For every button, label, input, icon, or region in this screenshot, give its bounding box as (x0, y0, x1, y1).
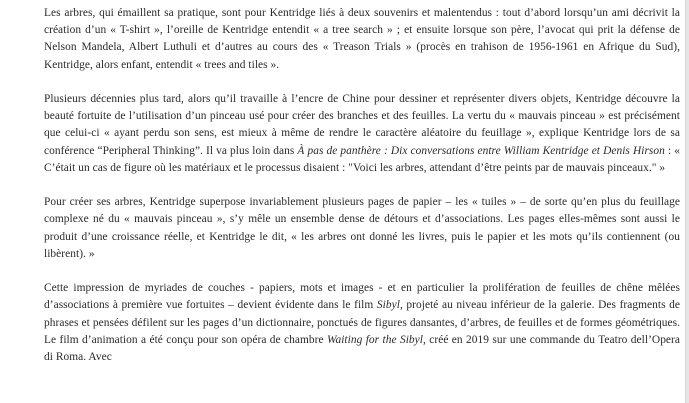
paragraph-bad-brush (44, 91, 680, 177)
text-span: Les arbres, qui émaillent sa pratique, sont pour Kentridge liés à deux souvenirs et malentendus : tout d’abord lorsqu’un ami décrivit la création d’un « T-shirt », l’oreille de Kentridge entendit « a tree search » ; et ensuite lorsque son père, l’avocat qui prit la défense de Nelson Mandela, Albert Luthuli et d’autres au cours des « Treason Trials » (procès en trahison de 1956-1961 en Afrique du Sud), Kentridge, alors enfant, entendit « trees and tiles ». (44, 7, 680, 71)
book-title: À pas de panthère : Dix conversations entre William Kentridge et Denis Hirson (297, 144, 665, 157)
article-body (44, 5, 680, 383)
paragraph-sibyl (44, 280, 680, 366)
text-span: , projeté au niveau inférieur de la galerie. Des fragments de phrases et pensées défilent sur les pages d’un dictionnaire, ponctués de figures dansantes, d’arbres, de feuilles et de formes géométriques. Le film d’animation a été conçu pour son opéra de chambre (44, 299, 681, 346)
text-span: , créé en 2019 sur une commande du Teatro dell’Opera di Roma. Avec (44, 333, 680, 364)
film-title: Sibyl (376, 299, 400, 312)
paragraph-tiles (44, 194, 680, 263)
text-span: Pour créer ses arbres, Kentridge superpose invariablement plusieurs pages de papier – les « tuiles » – de sorte qu’en plus du feuillage complexe né du « mauvais pinceau », s’y mêle un ensemble dense de détours et d’associations. Les pages elles-mêmes sont aussi le produit d’une croissance réelle, et Kentridge le dit, « les arbres ont donné les livres, puis le papier et les mots qu’ils contiennent (ou libèrent). » (44, 196, 680, 260)
scrollbar-edge (685, 0, 689, 403)
paragraph-trees-memories (44, 5, 680, 74)
text-span: : « C’était un cas de figure où les matériaux et le processus disaient : "Voici les arbres, attendant d’être peints par de mauvais pinceaux." » (44, 144, 680, 174)
text-span: Cette impression de myriades de couches - papiers, mots et images - et en particulier la prolifération de feuilles de chêne mêlées d’associations à première vue fortuites – devient évidente dans le film (44, 282, 680, 312)
opera-title: Waiting for the Sibyl (326, 333, 423, 346)
text-span: Plusieurs décennies plus tard, alors qu’il travaille à l’encre de Chine pour dessiner et représenter divers objets, Kentridge découvre la beauté fortuite de l’utilisation d’un pinceau usé pour créer des branches et des feuilles. La vertu du « mauvais pinceau » est précisément que celui-ci « ayant perdu son sens, est mieux à même de rendre le caractère aléatoire du feuillage », explique Kentridge lors de sa conférence “Peripheral Thinking”. Il va plus loin dans (44, 93, 680, 157)
